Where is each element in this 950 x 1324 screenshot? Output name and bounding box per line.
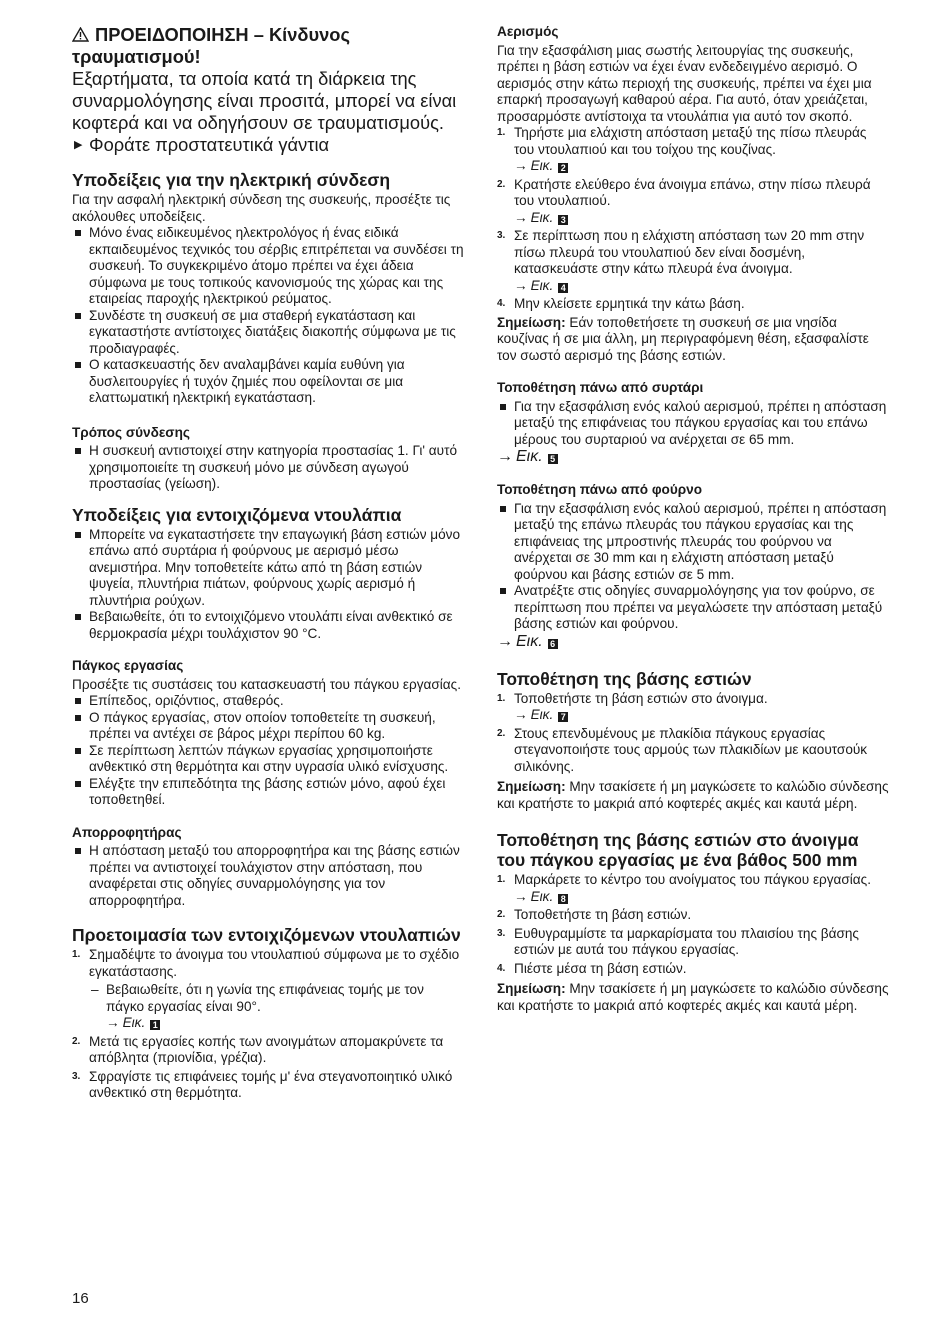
list-item: Ο πάγκος εργασίας, στον οποίον τοποθετείτε τη συσκευή, πρέπει να αντέχει σε βάρος μέχρι περίπου 60 kg. [72, 710, 464, 743]
warning-title: ΠΡΟΕΙΔΟΠΟΙΗΣΗ – Κίνδυνος τραυματισμού! [72, 24, 350, 67]
ventilation-steps [497, 125, 889, 313]
list-item: Ανατρέξτε στις οδηγίες συναρμολόγησης για τον φούρνο, σε περίπτωση που πρέπει να μεγαλώσετε την απόσταση μεταξύ βάσης εστιών και φούρνου. [497, 583, 889, 633]
step-item: 2. Τοποθετήστε τη βάση εστιών. [497, 907, 692, 922]
figure-number-icon: 8 [558, 894, 568, 904]
list-item: Μπορείτε να εγκαταστήσετε την επαγωγική βάση εστιών μόνο επάνω από συρτάρια ή φούρνους με αερισμό μέσω ανεμιστήρα. Μην τοποθετείτε κάτω από τη βάση εστιών ψυγεία, πλυντήρια πιάτων, φούρνους χωρίς αερισμό ή πλυντήρια ρούχων. [72, 527, 464, 610]
left-column [72, 24, 464, 1114]
bullet-icon [500, 404, 506, 410]
right-column [497, 24, 889, 1026]
figure-reference: → Εικ. 6 [497, 633, 889, 651]
ventilation-intro: Για την εξασφάλιση μιας σωστής λειτουργίας της συσκευής, πρέπει η βάση εστιών να έχει έναν ενδεδειγμένο αερισμό. Ο αερισμός στην κάτω περιοχή της συσκευής, πρέπει να έχει μια επαρκή προσαγωγή καθαρού αέρα. Για αυτό, όταν χρειάζεται, προσαρμόστε αντίστοιχα τα ντουλάπια για αυτό τον σκοπό. [497, 42, 872, 124]
ventilation-note: Σημείωση: Εάν τοποθετήσετε τη συσκευή σε μια νησίδα κουζίνας ή σε μια άλλη, μη περιγραφόμενη θέση, εξασφαλίστε τον σωστό αερισμό της βάσης εστιών. [497, 314, 869, 363]
bullet-icon [75, 313, 81, 319]
figure-reference: → Εικ. 2 [514, 158, 889, 175]
hood-section [72, 825, 464, 910]
step-item: 2. Στους επενδυμένους με πλακίδια πάγκους εργασίας στεγανοποιήστε τους αρμούς των πλακιδίων με καουτσούκ σιλικόνης. [497, 725, 868, 774]
figure-number-icon: 6 [548, 639, 558, 649]
install-section [497, 669, 889, 813]
warning-text: Εξαρτήματα, τα οποία κατά τη διάρκεια της συναρμολόγησης είναι προσιτά, μπορεί να είναι κοφτερά και να οδηγήσουν σε τραυματισμούς. [72, 68, 457, 133]
figure-number-icon: 3 [558, 215, 568, 225]
warning-block [72, 24, 464, 156]
figure-reference: → Εικ. 8 [514, 889, 889, 906]
figure-reference: → Εικ. 3 [514, 210, 889, 227]
preparation-section [72, 925, 464, 1102]
connection-list [72, 443, 464, 493]
electrical-section [72, 170, 464, 407]
figure-number-icon: 2 [558, 163, 568, 173]
bullet-icon [500, 588, 506, 594]
worktop-intro: Προσέξτε τις συστάσεις του κατασκευαστή του πάγκου εργασίας. [72, 676, 461, 692]
step-item: 1. Τηρήστε μια ελάχιστη απόσταση μεταξύ της πίσω πλευράς του ντουλαπιού και του τοίχου της κουζίνας. → Εικ. 2 [497, 125, 889, 175]
bullet-icon [75, 781, 81, 787]
built-in-list [72, 527, 464, 643]
page-number: 16 [72, 1290, 89, 1307]
over-oven-section [497, 482, 889, 651]
figure-number-icon: 7 [558, 712, 568, 722]
action-arrow-icon: ▶ [74, 139, 83, 151]
install-500-note: Σημείωση: Μην τσακίσετε ή μη μαγκώσετε το καλώδιο σύνδεσης και κρατήστε το μακριά από κοφτερές ακμές και καυτά μέρη. [497, 981, 889, 1013]
hood-heading: Απορροφητήρας [72, 824, 182, 840]
list-item: Ελέγξτε την επιπεδότητα της βάσης εστιών μόνο, αφού έχει τοποθετηθεί. [72, 776, 464, 809]
over-drawer-section [497, 380, 889, 466]
figure-number-icon: 5 [548, 454, 558, 464]
over-drawer-heading: Τοποθέτηση πάνω από συρτάρι [497, 380, 704, 395]
figure-reference: → Εικ. 1 [106, 1015, 464, 1032]
worktop-section [72, 658, 464, 809]
install-heading: Τοποθέτηση της βάσης εστιών [497, 668, 752, 689]
hood-list [72, 843, 464, 909]
install-500-heading: Τοποθέτηση της βάσης εστιών στο άνοιγμα του πάγκου εργασίας με ένα βάθος 500 mm [497, 830, 859, 870]
step-item: 2. Κρατήστε ελεύθερο ένα άνοιγμα επάνω, στην πίσω πλευρά του ντουλαπιού. → Εικ. 3 [497, 177, 889, 227]
list-item: Για την εξασφάλιση ενός καλού αερισμού, πρέπει η απόσταση μεταξύ της επιφάνειας του πάγκου εργασίας και του επάνω μέρους του συρταριού να ανέρχεται σε 65 mm. [497, 399, 889, 449]
figure-reference: → Εικ. 7 [514, 707, 889, 724]
bullet-icon [75, 532, 81, 538]
bullet-icon [75, 230, 81, 236]
list-item: Μόνο ένας ειδικευμένος ηλεκτρολόγος ή ένας ειδικά εκπαιδευμένος τεχνικός του σέρβις επιτρέπεται να συνδέσει τη συσκευή. Το συγκεκριμένο άτομο πρέπει να έχει άδεια σύμφωνα με τους τοπικούς κανονισμούς της χώρας και της εταιρείας παροχής ηλεκτρικού ρεύματος. [72, 225, 464, 308]
list-item: Ο κατασκευαστής δεν αναλαμβάνει καμία ευθύνη για δυσλειτουργίες ή τυχόν ζημιές που οφείλονται σε μια ελαττωματική ηλεκτρική εγκατάσταση. [72, 357, 464, 407]
install-steps [497, 691, 889, 776]
over-drawer-list [497, 399, 889, 449]
bullet-icon [75, 748, 81, 754]
bullet-icon [500, 506, 506, 512]
list-item: Επίπεδος, οριζόντιος, σταθερός. [72, 693, 464, 710]
warning-triangle-icon [72, 27, 89, 42]
warning-action-text: Φοράτε προστατευτικά γάντια [89, 134, 330, 155]
worktop-heading: Πάγκος εργασίας [72, 658, 184, 673]
bullet-icon [75, 362, 81, 368]
list-item: Η απόσταση μεταξύ του απορροφητήρα και της βάσης εστιών πρέπει να αντιστοιχεί τουλάχιστον στην απόσταση, που αναφέρεται στις οδηγίες συναρμολόγησης για τον απορροφητήρα. [72, 843, 464, 909]
connection-section [72, 425, 464, 493]
built-in-section [72, 505, 464, 643]
worktop-list [72, 693, 464, 809]
over-oven-list [497, 501, 889, 633]
figure-reference: → Εικ. 4 [514, 278, 889, 295]
figure-number-icon: 1 [150, 1020, 160, 1030]
list-item: Για την εξασφάλιση ενός καλού αερισμού, πρέπει η απόσταση μεταξύ της επάνω πλευράς του πάγκου εργασίας και της επιφάνειας της μπροστινής πλευράς του φούρνου να ανέρχεται σε 30 mm και η ελάχιστη απόσταση μεταξύ φούρνου και βάσης εστιών σε 5 mm. [497, 501, 889, 584]
figure-reference: → Εικ. 5 [497, 448, 889, 466]
sub-step: – Βεβαιωθείτε, ότι η γωνία της επιφάνειας τομής με τον πάγκο εργασίας είναι 90°. → Εικ. 1 [89, 982, 464, 1032]
step-item: 1. Τοποθετήστε τη βάση εστιών στο άνοιγμα. → Εικ. 7 [497, 691, 889, 724]
list-item: Συνδέστε τη συσκευή σε μια σταθερή εγκατάσταση και εγκαταστήστε αντίστοιχες διατάξεις διακοπής σύμφωνα με τις προδιαγραφές. [72, 308, 464, 358]
ventilation-heading: Αερισμός [497, 24, 559, 39]
preparation-heading: Προετοιμασία των εντοιχιζόμενων ντουλαπιών [72, 925, 461, 945]
step-item: 1. Μαρκάρετε το κέντρο του ανοίγματος του πάγκου εργασίας. → Εικ. 8 [497, 872, 889, 905]
install-note: Σημείωση: Μην τσακίσετε ή μη μαγκώσετε το καλώδιο σύνδεσης και κρατήστε το μακριά από κοφτερές ακμές και καυτά μέρη. [497, 779, 889, 811]
bullet-icon [75, 715, 81, 721]
bullet-icon [75, 448, 81, 454]
list-item: Η συσκευή αντιστοιχεί στην κατηγορία προστασίας 1. Γι' αυτό χρησιμοποιείτε τη συσκευή μόνο με σύνδεση αγωγού προστασίας (γείωση). [72, 443, 464, 493]
over-oven-heading: Τοποθέτηση πάνω από φούρνο [497, 482, 703, 497]
install-500-steps [497, 872, 889, 977]
ventilation-section [497, 24, 889, 364]
electrical-list [72, 225, 464, 407]
step-item: 3. Ευθυγραμμίστε τα μαρκαρίσματα του πλαισίου της βάσης εστιών με αυτά του πάγκου εργασίας. [497, 925, 859, 957]
electrical-heading: Υποδείξεις για την ηλεκτρική σύνδεση [72, 170, 391, 190]
connection-heading: Τρόπος σύνδεσης [72, 424, 190, 440]
bullet-icon [75, 698, 81, 704]
step-item: 2. Μετά τις εργασίες κοπής των ανοιγμάτων απομακρύνετε τα απόβλητα (πριονίδια, γρέζια). [72, 1033, 444, 1065]
warning-action [72, 134, 464, 156]
list-item: Βεβαιωθείτε, ότι το εντοιχιζόμενο ντουλάπι είναι ανθεκτικό σε θερμοκρασία μέχρι τουλάχιστον 90 °C. [72, 609, 464, 642]
built-in-heading: Υποδείξεις για εντοιχιζόμενα ντουλάπια [72, 504, 402, 525]
install-500-section [497, 830, 889, 1014]
bullet-icon [75, 614, 81, 620]
electrical-intro: Για την ασφαλή ηλεκτρική σύνδεση της συσκευής, προσέξτε τις ακόλουθες υποδείξεις. [72, 192, 451, 224]
list-item: Σε περίπτωση λεπτών πάγκων εργασίας χρησιμοποιήστε ανθεκτικό στη θερμότητα και στην υγρασία υλικό ενίσχυσης. [72, 743, 464, 776]
step-item: 4. Μην κλείσετε ερμητικά την κάτω βάση. [497, 296, 745, 311]
preparation-steps [72, 947, 464, 1102]
step-item: 4. Πιέστε μέσα τη βάση εστιών. [497, 960, 687, 976]
step-item: 1. Σημαδέψτε το άνοιγμα του ντουλαπιού σύμφωνα με το σχέδιο εγκατάστασης. – Βεβαιωθείτε, ότι η γωνία της επιφάνειας τομής με τον πάγκο εργασίας είναι 90°. → Εικ. 1 [72, 947, 464, 1032]
step-item: 3. Σε περίπτωση που η ελάχιστη απόσταση των 20 mm στην πίσω πλευρά του ντουλαπιού δεν είναι δοσμένη, κατασκευάστε στην κάτω πλευρά ένα άνοιγμα. → Εικ. 4 [497, 228, 889, 294]
bullet-icon [75, 848, 81, 854]
figure-number-icon: 4 [558, 283, 568, 293]
step-item: 3. Σφραγίστε τις επιφάνειες τομής μ' ένα στεγανοποιητικό υλικό ανθεκτικό στη θερμότητα. [72, 1068, 453, 1100]
